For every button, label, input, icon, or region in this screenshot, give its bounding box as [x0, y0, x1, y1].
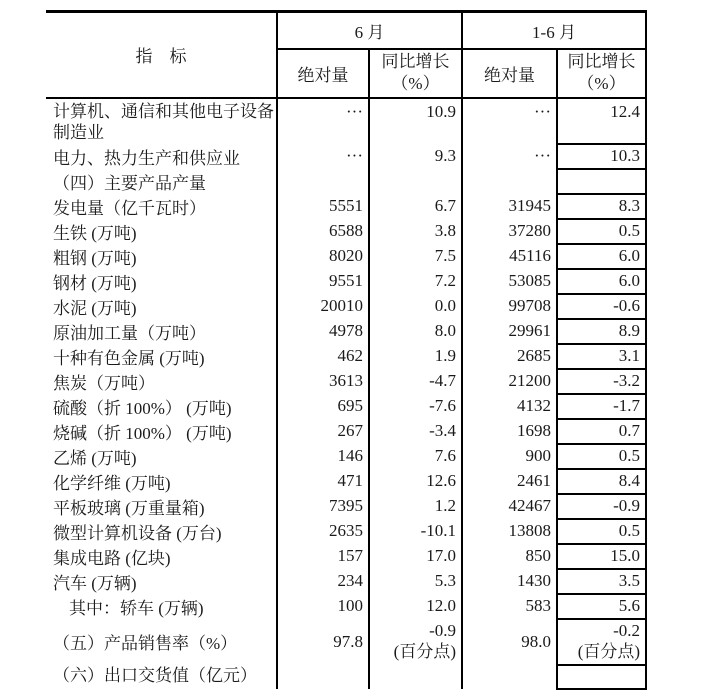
indicator-cell: （四）主要产品产量 [46, 169, 277, 194]
value-cell: 21200 [462, 369, 557, 394]
value-cell: 8.9 [557, 319, 646, 344]
value-cell: 8.4 [557, 469, 646, 494]
value-cell: 1.9 [369, 344, 462, 369]
table-row [46, 269, 646, 294]
indicator-cell: 钢材 (万吨) [46, 269, 277, 294]
table-row [46, 98, 646, 144]
value-cell: 100 [277, 594, 369, 619]
value-cell: 3.1 [557, 344, 646, 369]
indicator-cell: （五）产品销售率（%） [46, 619, 277, 665]
value-cell: -7.6 [369, 394, 462, 419]
value-cell: 471 [277, 469, 369, 494]
header-row-groups [46, 12, 646, 49]
header-june-yoy-line1: 同比增长 [381, 52, 450, 71]
value-cell: 1698 [462, 419, 557, 444]
value-cell: 3.5 [557, 569, 646, 594]
indicator-cell: 水泥 (万吨) [46, 294, 277, 319]
table-row [46, 219, 646, 244]
industrial-output-table [46, 10, 647, 690]
value-cell: -0.6 [557, 294, 646, 319]
value-cell: -0.9 (百分点) [369, 619, 462, 665]
value-cell: -3.2 [557, 369, 646, 394]
indicator-cell: 发电量（亿千瓦时） [46, 194, 277, 219]
value-cell: -1.7 [557, 394, 646, 419]
value-cell: 12.0 [369, 594, 462, 619]
value-cell: 3.8 [369, 219, 462, 244]
table-row [46, 244, 646, 269]
value-cell: 99708 [462, 294, 557, 319]
value-cell [369, 169, 462, 194]
value-cell: 37280 [462, 219, 557, 244]
value-cell: 0.0 [369, 294, 462, 319]
indicator-cell: 汽车 (万辆) [46, 569, 277, 594]
value-cell: 1430 [462, 569, 557, 594]
value-cell: 2685 [462, 344, 557, 369]
value-cell: 10.9 [369, 98, 462, 144]
partial-row [46, 665, 646, 689]
value-cell: 42467 [462, 494, 557, 519]
value-cell: 17.0 [369, 544, 462, 569]
table-row [46, 594, 646, 619]
indicator-cell: 硫酸（折 100%） (万吨) [46, 394, 277, 419]
value-cell [277, 665, 369, 689]
value-cell: 146 [277, 444, 369, 469]
indicator-cell: 化学纤维 (万吨) [46, 469, 277, 494]
value-cell: 20010 [277, 294, 369, 319]
value-cell: ··· [277, 144, 369, 169]
value-cell: 8020 [277, 244, 369, 269]
value-cell: 31945 [462, 194, 557, 219]
table-row [46, 194, 646, 219]
value-cell: 462 [277, 344, 369, 369]
value-cell: 0.5 [557, 519, 646, 544]
indicator-cell: 粗钢 (万吨) [46, 244, 277, 269]
value-cell [462, 169, 557, 194]
value-cell: ··· [462, 144, 557, 169]
header-jan-june: 1-6 月 [462, 12, 646, 49]
header-june-absolute: 绝对量 [277, 49, 369, 98]
value-cell: -0.2 (百分点) [557, 619, 646, 665]
header-june-yoy [369, 49, 462, 98]
indicator-cell: 焦炭（万吨） [46, 369, 277, 394]
indicator-cell: 生铁 (万吨) [46, 219, 277, 244]
table-row [46, 569, 646, 594]
table-row [46, 294, 646, 319]
table-body [46, 98, 646, 689]
header-jan-june-yoy-line2: （%） [577, 74, 626, 93]
table-row [46, 369, 646, 394]
value-cell: 10.3 [557, 144, 646, 169]
indicator-cell: 其中：轿车 (万辆) [46, 594, 277, 619]
value-cell: 15.0 [557, 544, 646, 569]
indicator-cell: 十种有色金属 (万吨) [46, 344, 277, 369]
table-row [46, 494, 646, 519]
value-cell: 7395 [277, 494, 369, 519]
header-june-yoy-line2: （%） [391, 74, 440, 93]
value-cell: 45116 [462, 244, 557, 269]
value-cell: 5.3 [369, 569, 462, 594]
indicator-cell: 集成电路 (亿块) [46, 544, 277, 569]
table-header [46, 12, 646, 98]
value-cell: 0.7 [557, 419, 646, 444]
table-row [46, 544, 646, 569]
indicator-cell: （六）出口交货值（亿元） [46, 665, 277, 689]
value-cell [557, 169, 646, 194]
header-jan-june-yoy-line1: 同比增长 [567, 52, 636, 71]
value-cell: 6588 [277, 219, 369, 244]
table-row [46, 394, 646, 419]
value-cell: ··· [277, 98, 369, 144]
indicator-cell: 乙烯 (万吨) [46, 444, 277, 469]
indicator-cell: 原油加工量（万吨） [46, 319, 277, 344]
value-cell: 900 [462, 444, 557, 469]
value-cell: 1.2 [369, 494, 462, 519]
value-cell: 13808 [462, 519, 557, 544]
value-cell: -4.7 [369, 369, 462, 394]
header-june: 6 月 [277, 12, 462, 49]
value-cell: 4978 [277, 319, 369, 344]
indicator-cell: 平板玻璃 (万重量箱) [46, 494, 277, 519]
value-cell: 157 [277, 544, 369, 569]
value-cell: 12.6 [369, 469, 462, 494]
table-row [46, 144, 646, 169]
table-row [46, 619, 646, 665]
header-jan-june-yoy [557, 49, 646, 98]
value-cell: 8.0 [369, 319, 462, 344]
value-cell: 0.5 [557, 219, 646, 244]
header-indicator: 指 标 [46, 12, 277, 98]
value-cell: 7.5 [369, 244, 462, 269]
indicator-cell: 微型计算机设备 (万台) [46, 519, 277, 544]
value-cell: 8.3 [557, 194, 646, 219]
value-cell: -0.9 [557, 494, 646, 519]
value-cell: 6.0 [557, 269, 646, 294]
value-cell: 850 [462, 544, 557, 569]
value-cell: 234 [277, 569, 369, 594]
value-cell: 97.8 [277, 619, 369, 665]
value-cell: -3.4 [369, 419, 462, 444]
value-cell: 695 [277, 394, 369, 419]
value-cell [277, 169, 369, 194]
table-row [46, 169, 646, 194]
value-cell: 583 [462, 594, 557, 619]
value-cell: 267 [277, 419, 369, 444]
indicator-cell: 电力、热力生产和供应业 [46, 144, 277, 169]
value-cell: 3613 [277, 369, 369, 394]
value-cell: 9.3 [369, 144, 462, 169]
value-cell: -10.1 [369, 519, 462, 544]
value-cell [462, 665, 557, 689]
value-cell: 2635 [277, 519, 369, 544]
value-cell: ··· [462, 98, 557, 144]
value-cell: 53085 [462, 269, 557, 294]
value-cell: 5551 [277, 194, 369, 219]
value-cell: 29961 [462, 319, 557, 344]
indicator-cell: 计算机、通信和其他电子设备 制造业 [46, 98, 277, 144]
table-row [46, 444, 646, 469]
value-cell: 9551 [277, 269, 369, 294]
value-cell [369, 665, 462, 689]
indicator-cell: 烧碱（折 100%） (万吨) [46, 419, 277, 444]
value-cell: 2461 [462, 469, 557, 494]
value-cell: 6.0 [557, 244, 646, 269]
value-cell: 98.0 [462, 619, 557, 665]
value-cell [557, 665, 646, 689]
table-row [46, 519, 646, 544]
value-cell: 5.6 [557, 594, 646, 619]
value-cell: 7.2 [369, 269, 462, 294]
value-cell: 6.7 [369, 194, 462, 219]
value-cell: 7.6 [369, 444, 462, 469]
value-cell: 12.4 [557, 98, 646, 144]
table-row [46, 419, 646, 444]
value-cell: 0.5 [557, 444, 646, 469]
value-cell: 4132 [462, 394, 557, 419]
table-row [46, 344, 646, 369]
header-jan-june-absolute: 绝对量 [462, 49, 557, 98]
table-row [46, 319, 646, 344]
table-row [46, 469, 646, 494]
